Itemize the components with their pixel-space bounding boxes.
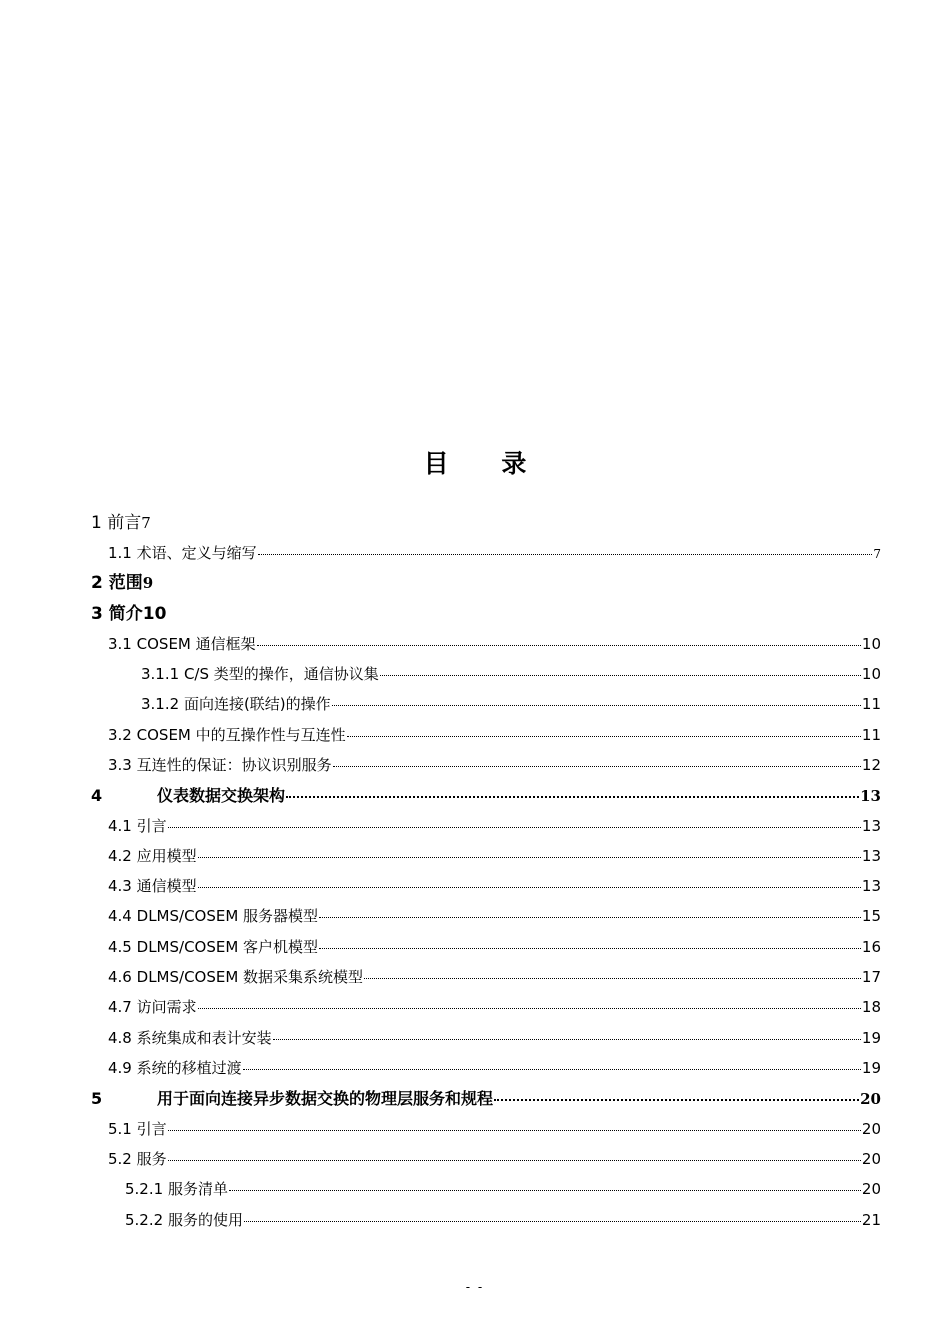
toc-entry-number: 5 (91, 1089, 103, 1108)
toc-entry[interactable] (108, 1028, 881, 1048)
toc-entry-text: 术语、定义与缩写 (136, 544, 257, 562)
toc-entry[interactable] (91, 604, 166, 624)
toc-entry-number: 4.7 (108, 998, 132, 1016)
toc-entry[interactable] (108, 876, 881, 896)
toc-entry-page: 20 (861, 1120, 881, 1138)
toc-leader (286, 795, 859, 798)
toc-entry-page: 10 (142, 604, 167, 624)
toc-title: 目 录 (423, 449, 549, 478)
toc-entry-number: 4.9 (108, 1059, 132, 1077)
toc-entry-page: 13 (861, 847, 881, 865)
toc-entry[interactable] (91, 786, 881, 806)
toc-entry-text: 通信模型 (136, 877, 197, 895)
toc-entry-page: 13 (860, 787, 881, 805)
toc-leader (347, 735, 861, 737)
toc-entry-number: 3.1.2 (141, 695, 180, 713)
toc-entry[interactable] (108, 997, 881, 1017)
toc-entry-text: 系统集成和表计安装 (136, 1029, 272, 1047)
toc-leader (198, 886, 861, 888)
toc-entry-number: 4.3 (108, 877, 132, 895)
toc-entry-text: DLMS/COSEM 客户机模型 (136, 938, 319, 956)
toc-entry-number: 4.5 (108, 938, 132, 956)
toc-entry[interactable] (108, 755, 881, 775)
toc-entry-page: 20 (861, 1150, 881, 1168)
toc-entry-page: 19 (861, 1059, 881, 1077)
toc-entry-number: 5.2.1 (125, 1180, 164, 1198)
toc-entry-page: 18 (861, 998, 881, 1016)
toc-entry-text: COSEM 中的互操作性与互连性 (136, 726, 346, 744)
toc-entry-number: 2 (91, 573, 103, 593)
toc-entry[interactable] (141, 694, 881, 714)
toc-entry[interactable] (91, 573, 153, 593)
toc-entry-number: 3.1 (108, 635, 132, 653)
toc-entry[interactable] (125, 1179, 881, 1199)
toc-entry-number: 3.2 (108, 726, 132, 744)
toc-leader (258, 553, 873, 555)
toc-entry[interactable] (108, 543, 881, 563)
toc-entry-text: 前言 (107, 513, 142, 533)
toc-entry-number: 5.2.2 (125, 1211, 164, 1229)
toc-entry-page: 17 (861, 968, 881, 986)
toc-entry-number: 3 (91, 604, 103, 624)
toc-leader (364, 977, 861, 979)
toc-leader (244, 1220, 861, 1222)
toc-entry-page: 16 (861, 938, 881, 956)
toc-entry-number: 3.3 (108, 756, 132, 774)
toc-entry-page: 19 (861, 1029, 881, 1047)
toc-entry-page: 10 (861, 665, 881, 683)
toc-entry-text: 用于面向连接异步数据交换的物理层服务和规程 (157, 1089, 494, 1108)
toc-entry-text: 互连性的保证：协议识别服务 (136, 756, 332, 774)
toc-entry-page: 10 (861, 635, 881, 653)
toc-entry[interactable] (108, 725, 881, 745)
toc-entry[interactable] (108, 846, 881, 866)
toc-entry[interactable] (108, 816, 881, 836)
toc-leader (257, 644, 861, 646)
toc-entry-text: 应用模型 (136, 847, 197, 865)
toc-entry-number: 1 (91, 513, 102, 533)
toc-leader (273, 1038, 861, 1040)
toc-entry-text: 服务清单 (167, 1180, 228, 1198)
toc-entry-text: 简介 (108, 604, 143, 624)
page-footer: - - (465, 1280, 485, 1294)
toc-entry-text: 服务的使用 (167, 1211, 243, 1229)
toc-entry-text: 访问需求 (136, 998, 197, 1016)
toc-entry-page: 7 (873, 547, 881, 561)
toc-leader (229, 1189, 861, 1191)
toc-leader (243, 1068, 861, 1070)
toc-leader (332, 704, 861, 706)
toc-entry-number: 4.4 (108, 907, 132, 925)
toc-entry-number: 3.1.1 (141, 665, 180, 683)
toc-entry-page: 11 (861, 695, 881, 713)
toc-leader (319, 916, 861, 918)
toc-entry-text: 引言 (136, 1120, 167, 1138)
toc-entry[interactable] (108, 634, 881, 654)
toc-entry-text: 引言 (136, 817, 167, 835)
toc-entry-text: 服务 (136, 1150, 167, 1168)
toc-leader (168, 1129, 861, 1131)
toc-entry-page: 20 (860, 1090, 881, 1108)
toc-entry-number: 4.8 (108, 1029, 132, 1047)
toc-entry-page: 13 (861, 817, 881, 835)
toc-entry-page: 11 (861, 726, 881, 744)
toc-entry-number: 1.1 (108, 544, 132, 562)
toc-entry-number: 5.2 (108, 1150, 132, 1168)
toc-entry[interactable] (108, 937, 881, 957)
toc-entry[interactable] (91, 513, 151, 533)
toc-entry-text: 仪表数据交换架构 (157, 786, 286, 805)
toc-entry[interactable] (125, 1210, 881, 1230)
toc-leader (494, 1098, 859, 1101)
toc-entry-page: 7 (141, 514, 151, 532)
toc-entry[interactable] (108, 906, 881, 926)
toc-entry-number: 4.2 (108, 847, 132, 865)
toc-entry[interactable] (108, 1058, 881, 1078)
toc-entry-number: 4.1 (108, 817, 132, 835)
toc-entry-page: 20 (861, 1180, 881, 1198)
toc-entry-page: 21 (861, 1211, 881, 1229)
toc-entry[interactable] (108, 1119, 881, 1139)
toc-entry-number: 4 (91, 786, 103, 805)
toc-entry-text: 范围 (108, 573, 143, 593)
toc-entry-page: 13 (861, 877, 881, 895)
toc-entry[interactable] (108, 1149, 881, 1169)
toc-entry-page: 12 (861, 756, 881, 774)
toc-entry[interactable] (141, 664, 881, 684)
toc-entry-page: 15 (861, 907, 881, 925)
toc-entry[interactable] (91, 1089, 881, 1109)
toc-leader (319, 947, 861, 949)
toc-leader (168, 1159, 861, 1161)
toc-entry-number: 5.1 (108, 1120, 132, 1138)
toc-entry-text: 面向连接(联结)的操作 (183, 695, 331, 713)
toc-entry-page: 9 (142, 574, 154, 592)
toc-entry-text: DLMS/COSEM 数据采集系统模型 (136, 968, 364, 986)
toc-entry-number: 4.6 (108, 968, 132, 986)
toc-leader (380, 674, 861, 676)
toc-leader (198, 1007, 861, 1009)
toc-entry-text: C/S 类型的操作，通信协议集 (183, 665, 379, 683)
toc-entry-text: COSEM 通信框架 (136, 635, 256, 653)
toc-leader (168, 826, 861, 828)
toc-entry-text: DLMS/COSEM 服务器模型 (136, 907, 319, 925)
toc-leader (333, 765, 861, 767)
toc-leader (198, 856, 861, 858)
toc-entry-text: 系统的移植过渡 (136, 1059, 242, 1077)
toc-entry[interactable] (108, 967, 881, 987)
